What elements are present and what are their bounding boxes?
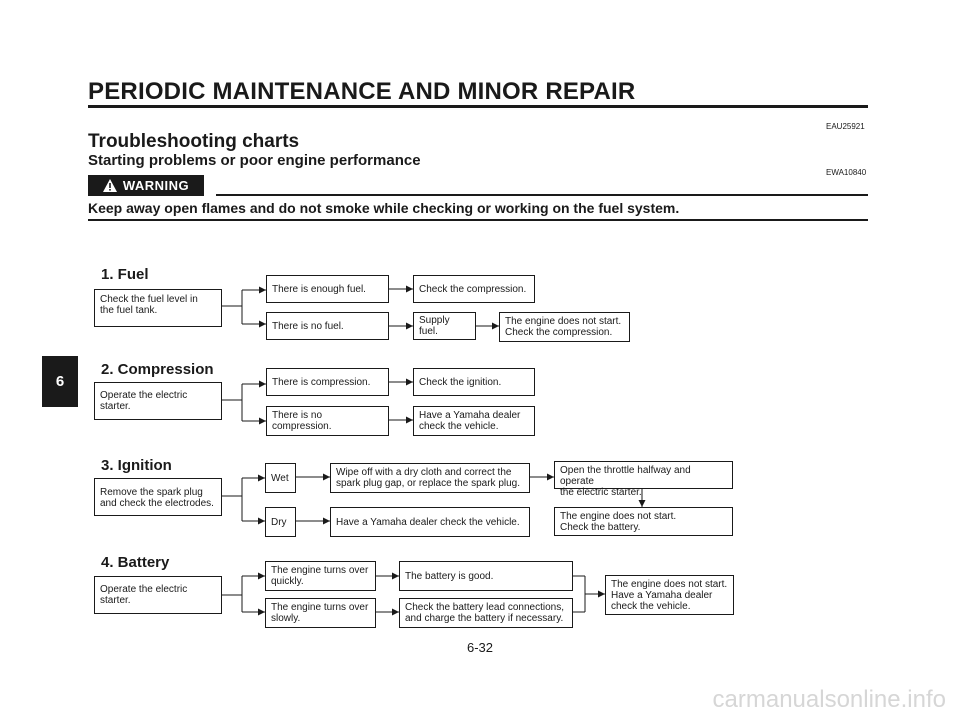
page-number: 6-32 <box>466 640 494 655</box>
compression-no-next-box: Have a Yamaha dealer check the vehicle. <box>413 406 535 436</box>
battery-quick-next-box: The battery is good. <box>399 561 573 591</box>
fuel-none-next-box: Supply fuel. <box>413 312 476 340</box>
battery-section-title: 4. Battery <box>101 554 170 571</box>
ignition-wet-box: Wet <box>265 463 296 493</box>
fuel-enough-box: There is enough fuel. <box>266 275 389 303</box>
ignition-section-title: 3. Ignition <box>101 457 172 474</box>
warning-label: WARNING <box>122 178 190 193</box>
compression-start-box: Operate the electric starter. <box>94 382 222 420</box>
watermark: carmanualsonline.info <box>712 686 946 713</box>
fuel-enough-next-box: Check the compression. <box>413 275 535 303</box>
compression-section-title: 2. Compression <box>101 361 214 378</box>
page-header-title: PERIODIC MAINTENANCE AND MINOR REPAIR <box>88 78 636 105</box>
compression-no-box: There is no compression. <box>266 406 389 436</box>
battery-quick-box: The engine turns over quickly. <box>265 561 376 591</box>
section-title: Troubleshooting charts <box>88 131 300 152</box>
section-code: EAU25921 <box>826 122 865 131</box>
battery-start-box: Operate the electric starter. <box>94 576 222 614</box>
ignition-dry-result-box: The engine does not start. Check the battery. <box>554 507 733 536</box>
ignition-dry-box: Dry <box>265 507 296 537</box>
fuel-none-box: There is no fuel. <box>266 312 389 340</box>
ignition-wet-next-box: Wipe off with a dry cloth and correct the spark plug gap, or replace the spark plug. <box>330 463 530 493</box>
battery-slow-next-box: Check the battery lead connections, and charge the battery if necessary. <box>399 598 573 628</box>
chapter-tab: 6 <box>42 356 78 407</box>
fuel-start-box: Check the fuel level in the fuel tank. <box>94 289 222 327</box>
ignition-wet-result-box: Open the throttle halfway and operate the electric starter. <box>554 461 733 489</box>
ignition-dry-next-box: Have a Yamaha dealer check the vehicle. <box>330 507 530 537</box>
battery-result-box: The engine does not start. Have a Yamaha dealer check the vehicle. <box>605 575 734 615</box>
fuel-section-title: 1. Fuel <box>101 266 149 283</box>
ignition-start-box: Remove the spark plug and check the electrodes. <box>94 478 222 516</box>
compression-yes-next-box: Check the ignition. <box>413 368 535 396</box>
fuel-none-result-box: The engine does not start. Check the compression. <box>499 312 630 342</box>
compression-yes-box: There is compression. <box>266 368 389 396</box>
warning-text: Keep away open flames and do not smoke while checking or working on the fuel system. <box>88 200 680 216</box>
section-subtitle: Starting problems or poor engine performance <box>88 152 421 169</box>
warning-code: EWA10840 <box>826 168 867 177</box>
battery-slow-box: The engine turns over slowly. <box>265 598 376 628</box>
